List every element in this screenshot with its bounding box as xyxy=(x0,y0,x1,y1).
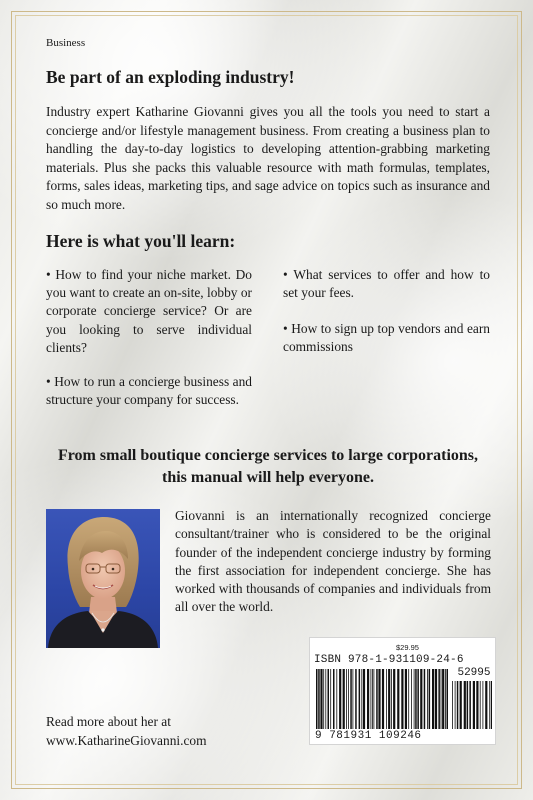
barcode-bar xyxy=(424,669,426,729)
category-label: Business xyxy=(46,37,86,49)
barcode-bar xyxy=(452,681,453,729)
tagline: From small boutique concierge services to large corporations, this manual will help everyone. xyxy=(57,447,479,486)
barcode-bar xyxy=(489,681,490,729)
barcode-bar xyxy=(367,669,369,729)
learn-item-services-fees: • What services to offer and how to set your fees. xyxy=(283,267,490,301)
barcode-bar xyxy=(348,669,349,729)
barcode-bar xyxy=(429,669,431,729)
barcode-bar xyxy=(320,669,322,729)
barcode-bar xyxy=(388,669,390,729)
barcode-bar xyxy=(415,669,417,729)
barcode-bar xyxy=(318,669,320,729)
barcode-bar xyxy=(455,681,456,729)
barcode-bar xyxy=(353,669,354,729)
barcode-bar xyxy=(363,669,365,729)
learn-item-vendors: • How to sign up top vendors and earn commissions xyxy=(283,321,490,355)
barcode-bar xyxy=(361,669,362,729)
barcode-bar xyxy=(350,669,352,729)
barcode-bar xyxy=(417,669,419,729)
barcode-bar xyxy=(442,669,444,729)
barcode-bar xyxy=(323,669,324,729)
barcode-bar xyxy=(438,669,440,729)
barcode-bar xyxy=(359,669,361,729)
barcode-bar xyxy=(485,681,487,729)
barcode-bar xyxy=(374,669,375,729)
barcode-bars xyxy=(316,669,448,729)
isbn-barcode xyxy=(309,637,496,745)
barcode-bar xyxy=(372,669,373,729)
barcode-bar xyxy=(328,669,330,729)
barcode-bar xyxy=(476,681,478,729)
barcode-bar xyxy=(343,669,345,729)
barcode-price: $29.95 xyxy=(396,643,419,652)
barcode-bar xyxy=(447,669,449,729)
barcode-bar xyxy=(355,669,357,729)
barcode-bar xyxy=(405,669,407,729)
barcode-bar xyxy=(397,669,399,729)
barcode-bar xyxy=(432,669,434,729)
barcode-bar xyxy=(346,669,347,729)
barcode-bar xyxy=(378,669,380,729)
barcode-bar xyxy=(376,669,378,729)
barcode-bar xyxy=(464,681,466,729)
barcode-addon-number: 52995 xyxy=(457,667,491,679)
barcode-bar xyxy=(401,669,403,729)
author-photo xyxy=(46,509,160,648)
barcode-bar xyxy=(336,669,337,729)
barcode-bar xyxy=(325,669,326,729)
barcode-bar xyxy=(441,669,442,729)
barcode-bar xyxy=(480,681,481,729)
author-bio: Giovanni is an internationally recognized concierge consultant/trainer who is considered to be the original founder of the independent concierge industry by forming the first association for independent concierge. She has worked with thousands of companies and individuals from all over the world. xyxy=(175,508,491,615)
barcode-digits: 9 781931 109246 xyxy=(315,730,422,742)
barcode-bar xyxy=(339,669,341,729)
barcode-bar xyxy=(414,669,415,729)
intro-paragraph: Industry expert Katharine Giovanni gives you all the tools you need to start a concierge and/or lifestyle management business. From creating a business plan to handling the day-to-day logistics to developing attention-grabbing marketing materials. Plus she packs this valuable resource with math formulas, templates, forms, sales ideas, marketing tips, and sage advice on topics such as insurance and so much more. xyxy=(46,104,490,212)
website-link[interactable]: www.KatharineGiovanni.com xyxy=(46,732,207,748)
barcode-bar xyxy=(420,669,422,729)
barcode-addon-bars xyxy=(452,669,492,729)
barcode-bar xyxy=(457,681,459,729)
barcode-bar xyxy=(483,681,484,729)
barcode-bar xyxy=(408,669,409,729)
barcode-bar xyxy=(371,669,372,729)
barcode-bar xyxy=(491,681,492,729)
barcode-bar xyxy=(473,681,475,729)
learn-item-run-business: • How to run a concierge business and structure your company for success. xyxy=(46,374,252,408)
learn-item-niche: • How to find your niche market. Do you want to create an on-site, lobby or corporate concierge service? Or are you looking to serve individual clients? xyxy=(46,267,253,355)
read-more-text: Read more about her at xyxy=(46,714,171,729)
barcode-bar xyxy=(333,669,335,729)
barcode-bar xyxy=(330,669,331,729)
barcode-bar xyxy=(316,669,318,729)
barcode-bar xyxy=(427,669,428,729)
headline: Be part of an exploding industry! xyxy=(46,67,295,87)
barcode-bar xyxy=(411,669,412,729)
barcode-bar xyxy=(393,669,395,729)
barcode-bar xyxy=(460,681,462,729)
barcode-bar xyxy=(391,669,392,729)
barcode-bar xyxy=(386,669,387,729)
read-more-block xyxy=(46,713,207,750)
barcode-bar xyxy=(469,681,471,729)
learn-heading: Here is what you'll learn: xyxy=(46,231,236,251)
barcode-bar xyxy=(435,669,437,729)
barcode-isbn: ISBN 978-1-931109-24-6 xyxy=(314,654,464,666)
barcode-bar xyxy=(382,669,384,729)
barcode-bar xyxy=(467,681,469,729)
barcode-bar xyxy=(445,669,446,729)
